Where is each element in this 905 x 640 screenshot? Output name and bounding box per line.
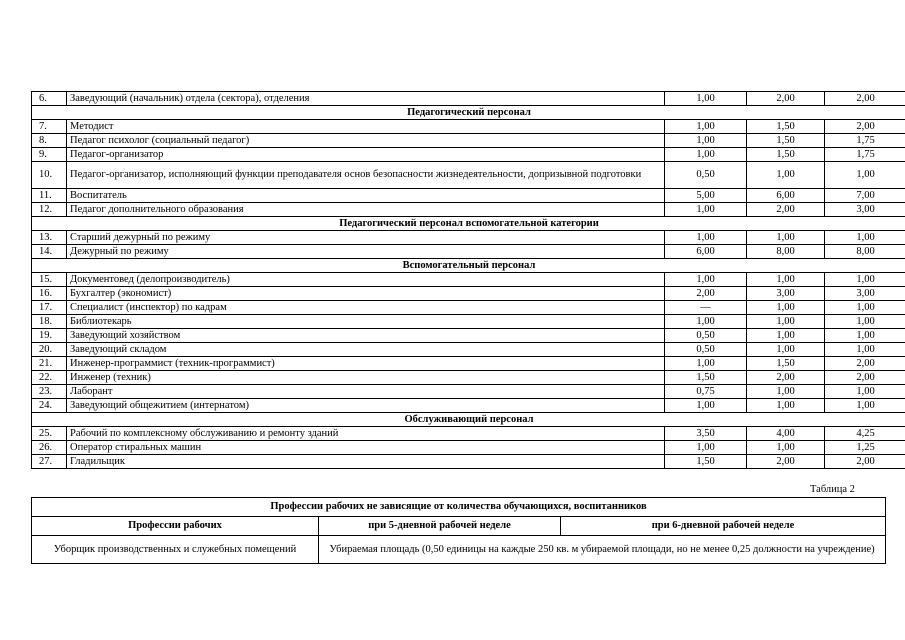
- section-title: Вспомогательный персонал: [32, 259, 905, 273]
- position-name: Библиотекарь: [67, 315, 665, 329]
- table-row: [32, 455, 905, 469]
- norm-value-3: 1,75: [825, 148, 905, 162]
- position-name: Документовед (делопроизводитель): [67, 273, 665, 287]
- row-number: 7.: [32, 120, 67, 134]
- position-name: Педагог дополнительного образования: [67, 203, 665, 217]
- row-number: 22.: [32, 371, 67, 385]
- row-number: 10.: [32, 162, 67, 189]
- row-number: 23.: [32, 385, 67, 399]
- norm-value-1: 0,50: [665, 162, 747, 189]
- position-name: Методист: [67, 120, 665, 134]
- table-row: [32, 329, 905, 343]
- row-number: 9.: [32, 148, 67, 162]
- table-2-title-row: [32, 498, 886, 517]
- row-number: 25.: [32, 427, 67, 441]
- norm-value-2: 6,00: [747, 189, 825, 203]
- norm-value-1: 0,75: [665, 385, 747, 399]
- workers-professions-table: [31, 497, 886, 564]
- norm-value-2: 1,00: [747, 399, 825, 413]
- row-number: 20.: [32, 343, 67, 357]
- norm-value-3: 7,00: [825, 189, 905, 203]
- norm-value-1: 1,00: [665, 441, 747, 455]
- row-number: 17.: [32, 301, 67, 315]
- table-row: [32, 92, 905, 106]
- section-header-row: [32, 217, 905, 231]
- position-name: Педагог-организатор, исполняющий функции преподавателя основ безопасности жизнедеятельности, допризывной подготовки: [67, 162, 665, 189]
- table-2-caption: Таблица 2: [810, 484, 855, 495]
- position-name: Рабочий по комплексному обслуживанию и ремонту зданий: [67, 427, 665, 441]
- norm-value-1: 1,00: [665, 273, 747, 287]
- norm-value-3: 3,00: [825, 287, 905, 301]
- norm-value-2: 1,00: [747, 273, 825, 287]
- position-name: Воспитатель: [67, 189, 665, 203]
- norm-value-2: 2,00: [747, 92, 825, 106]
- section-title: Педагогический персонал вспомогательной категории: [32, 217, 905, 231]
- norm-value-3: 1,00: [825, 343, 905, 357]
- header-6-day-week: при 6-дневной рабочей неделе: [561, 517, 886, 536]
- norm-value-1: 1,00: [665, 399, 747, 413]
- row-number: 19.: [32, 329, 67, 343]
- row-number: 26.: [32, 441, 67, 455]
- norm-value-1: 1,00: [665, 120, 747, 134]
- norm-value-3: 8,00: [825, 245, 905, 259]
- table-row: [32, 120, 905, 134]
- norm-value-2: 1,00: [747, 385, 825, 399]
- table-row: [32, 427, 905, 441]
- norm-value-2: 1,00: [747, 343, 825, 357]
- norm-value-2: 3,00: [747, 287, 825, 301]
- section-title: Педагогический персонал: [32, 106, 905, 120]
- table-row: [32, 273, 905, 287]
- norm-value-3: 1,00: [825, 329, 905, 343]
- norm-value-2: 1,00: [747, 231, 825, 245]
- position-name: Инженер-программист (техник-программист): [67, 357, 665, 371]
- row-number: 6.: [32, 92, 67, 106]
- norm-value-3: 1,00: [825, 385, 905, 399]
- norm-value-3: 2,00: [825, 92, 905, 106]
- position-name: Дежурный по режиму: [67, 245, 665, 259]
- row-number: 15.: [32, 273, 67, 287]
- norm-value-2: 1,00: [747, 329, 825, 343]
- norm-value-3: 3,00: [825, 203, 905, 217]
- norm-value-3: 1,00: [825, 399, 905, 413]
- position-name: Бухгалтер (экономист): [67, 287, 665, 301]
- norm-value-2: 1,50: [747, 134, 825, 148]
- norm-value-1: 5,00: [665, 189, 747, 203]
- norm-value-3: 2,00: [825, 120, 905, 134]
- table-row: [32, 231, 905, 245]
- position-name: Педагог-организатор: [67, 148, 665, 162]
- table-row: [32, 357, 905, 371]
- table-2-row: [32, 536, 886, 564]
- norm-value-3: 1,00: [825, 301, 905, 315]
- norm-value-2: 1,00: [747, 441, 825, 455]
- table-row: [32, 203, 905, 217]
- section-header-row: [32, 106, 905, 120]
- table-2-title: Профессии рабочих не зависящие от количества обучающихся, воспитанников: [32, 498, 886, 517]
- norm-value-2: 2,00: [747, 371, 825, 385]
- row-number: 24.: [32, 399, 67, 413]
- norm-value-1: 3,50: [665, 427, 747, 441]
- row-number: 8.: [32, 134, 67, 148]
- norm-value-1: 0,50: [665, 329, 747, 343]
- norm-value-1: 0,50: [665, 343, 747, 357]
- position-name: Специалист (инспектор) по кадрам: [67, 301, 665, 315]
- table-row: [32, 162, 905, 189]
- section-header-row: [32, 259, 905, 273]
- staff-norms-table-body: [32, 92, 905, 469]
- row-number: 13.: [32, 231, 67, 245]
- position-name: Заведующий хозяйством: [67, 329, 665, 343]
- norm-value-1: 1,00: [665, 92, 747, 106]
- table-row: [32, 189, 905, 203]
- section-title: Обслуживающий персонал: [32, 413, 905, 427]
- norm-value-2: 8,00: [747, 245, 825, 259]
- norm-value-3: 2,00: [825, 371, 905, 385]
- row-number: 16.: [32, 287, 67, 301]
- table-row: [32, 245, 905, 259]
- table-row: [32, 301, 905, 315]
- position-name: Педагог психолог (социальный педагог): [67, 134, 665, 148]
- table-2-header-row: [32, 517, 886, 536]
- position-name: Заведующий складом: [67, 343, 665, 357]
- table-row: [32, 315, 905, 329]
- norm-value-3: 1,75: [825, 134, 905, 148]
- norm-value-2: 2,00: [747, 455, 825, 469]
- norm-value-3: 2,00: [825, 455, 905, 469]
- norm-value-2: 1,00: [747, 162, 825, 189]
- norm-value-3: 1,00: [825, 162, 905, 189]
- norm-value-2: 1,50: [747, 148, 825, 162]
- norm-value-1: 6,00: [665, 245, 747, 259]
- table-row: [32, 371, 905, 385]
- profession-cell: Уборщик производственных и служебных помещений: [32, 536, 319, 564]
- table-row: [32, 148, 905, 162]
- position-name: Заведующий (начальник) отдела (сектора), отделения: [67, 92, 665, 106]
- norm-value-1: 1,00: [665, 134, 747, 148]
- row-number: 11.: [32, 189, 67, 203]
- staff-norms-table: [31, 91, 905, 469]
- norm-value-2: 4,00: [747, 427, 825, 441]
- norm-value-1: 1,00: [665, 357, 747, 371]
- norm-value-1: 1,50: [665, 455, 747, 469]
- norm-value-2: 1,00: [747, 301, 825, 315]
- table-row: [32, 385, 905, 399]
- norm-cell: Убираемая площадь (0,50 единицы на каждые 250 кв. м убираемой площади, но не менее 0,25 должности на учреждение): [319, 536, 886, 564]
- norm-value-1: 1,00: [665, 315, 747, 329]
- table-row: [32, 441, 905, 455]
- header-5-day-week: при 5-дневной рабочей неделе: [319, 517, 561, 536]
- row-number: 18.: [32, 315, 67, 329]
- norm-value-3: 2,00: [825, 357, 905, 371]
- table-row: [32, 343, 905, 357]
- table-row: [32, 399, 905, 413]
- norm-value-2: 1,50: [747, 357, 825, 371]
- norm-value-1: 2,00: [665, 287, 747, 301]
- norm-value-2: 1,50: [747, 120, 825, 134]
- row-number: 27.: [32, 455, 67, 469]
- norm-value-1: 1,00: [665, 148, 747, 162]
- row-number: 21.: [32, 357, 67, 371]
- norm-value-2: 1,00: [747, 315, 825, 329]
- norm-value-3: 1,00: [825, 273, 905, 287]
- norm-value-2: 2,00: [747, 203, 825, 217]
- norm-value-3: 1,25: [825, 441, 905, 455]
- table-row: [32, 287, 905, 301]
- norm-value-3: 1,00: [825, 231, 905, 245]
- section-header-row: [32, 413, 905, 427]
- position-name: Лаборант: [67, 385, 665, 399]
- position-name: Инженер (техник): [67, 371, 665, 385]
- position-name: Заведующий общежитием (интернатом): [67, 399, 665, 413]
- table-row: [32, 134, 905, 148]
- position-name: Оператор стиральных машин: [67, 441, 665, 455]
- norm-value-3: 4,25: [825, 427, 905, 441]
- row-number: 12.: [32, 203, 67, 217]
- norm-value-1: 1,50: [665, 371, 747, 385]
- header-professions: Профессии рабочих: [32, 517, 319, 536]
- norm-value-3: 1,00: [825, 315, 905, 329]
- row-number: 14.: [32, 245, 67, 259]
- norm-value-1: —: [665, 301, 747, 315]
- norm-value-1: 1,00: [665, 231, 747, 245]
- position-name: Гладильщик: [67, 455, 665, 469]
- position-name: Старший дежурный по режиму: [67, 231, 665, 245]
- norm-value-1: 1,00: [665, 203, 747, 217]
